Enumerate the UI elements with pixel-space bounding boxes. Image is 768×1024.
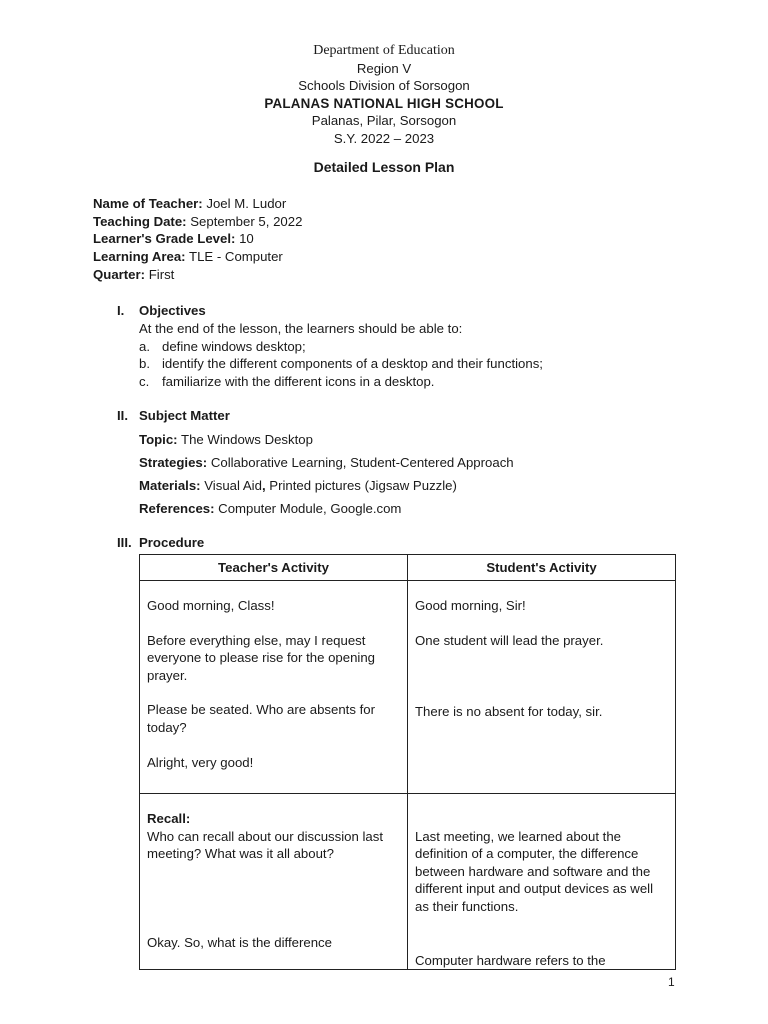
table-header-row: [140, 555, 676, 581]
info-quarter: Quarter: First: [93, 266, 175, 282]
division-line: Schools Division of Sorsogon: [298, 78, 470, 94]
table-row: [140, 794, 676, 970]
student-activity-header: Student's Activity: [408, 555, 676, 581]
info-grade: Learner's Grade Level: 10: [93, 231, 254, 247]
address-line: Palanas, Pilar, Sorsogon: [311, 113, 457, 129]
student-activity-cell: Last meeting, we learned about the definition of a computer, the difference between hardware and software and the different input and output devices as well as their functions. Computer hardware refers to the: [408, 794, 676, 970]
lesson-info: [93, 195, 302, 284]
subject-references: References: Computer Module, Google.com: [139, 501, 402, 516]
objectives-list: [139, 320, 543, 390]
table-row: [140, 581, 676, 794]
school-header: [0, 42, 768, 148]
subject-topic: Topic: The Windows Desktop: [139, 432, 313, 447]
objective-item: a. define windows desktop;: [139, 338, 306, 354]
objectives-intro: At the end of the lesson, the learners should be able to:: [139, 321, 463, 336]
info-date: Teaching Date: September 5, 2022: [93, 213, 303, 229]
department-line: Department of Education: [313, 43, 455, 58]
teacher-activity-cell: Good morning, Class! Before everything else, may I request everyone to please rise for the opening prayer. Please be seated. Who are absents for today? Alright, very good!: [140, 581, 408, 794]
lesson-plan-title: Detailed Lesson Plan: [313, 159, 455, 175]
procedure-table: [139, 554, 676, 970]
student-activity-cell: Good morning, Sir! One student will lead the prayer. There is no absent for today, sir.: [408, 581, 676, 794]
subject-materials: Materials: Visual Aid, Printed pictures (Jigsaw Puzzle): [139, 478, 457, 493]
teacher-activity-header: Teacher's Activity: [140, 555, 408, 581]
info-teacher: Name of Teacher: Joel M. Ludor: [93, 196, 287, 211]
teacher-activity-cell: Recall: Who can recall about our discussion last meeting? What was it all about? Okay. So, what is the difference: [140, 794, 408, 970]
page-number: 1: [668, 975, 675, 989]
info-area: Learning Area: TLE - Computer: [93, 249, 283, 265]
school-year-line: S.Y. 2022 – 2023: [333, 130, 435, 146]
subject-strategies: Strategies: Collaborative Learning, Student-Centered Approach: [139, 455, 514, 470]
region-line: Region V: [356, 60, 412, 76]
objective-item: b. identify the different components of a desktop and their functions;: [139, 356, 543, 371]
objective-item: c. familiarize with the different icons in a desktop.: [139, 373, 435, 389]
school-name: PALANAS NATIONAL HIGH SCHOOL: [264, 95, 504, 111]
document-page: Department of Education Region V Schools Division of Sorsogon PALANAS NATIONAL HIGH SCHOOL Palanas, Pilar, Sorsogon S.Y. 2022 – 2023 Detailed Lesson Plan Name of Teacher: Joel M. Ludor Teaching Date: September 5, 2022 Learner's Grade Level: 10 Learning Area: TLE - Computer Quarter: First I. Objectives At the end of the lesson, the learners should be able to: a. define windows desktop; b. identify the different components of a desktop and their functions; c. familiarize with the different icons in a desktop. II. Subject Matter Topic: The Windows Desktop Strategies: Collaborative Learning, Student-Centered Approach Materials: Visual Aid, Printed pictures (Jigsaw Puzzle) References: Computer Module, Google.com III. Procedure Teacher's Activity Student's Activity Good morning, Class! Before everything else, may I request everyone to please rise for the opening prayer. Please be seated. Who are absents for today? Alright, very good! Good morning, Sir! One student will lead the prayer. There is no absent for today, sir. Recall: Who can recall about our discussion last meeting? What was it all about? Okay. So, what is the difference Last meeting, we learned about the definition of a computer, the difference between hardware and software and the different input and output devices as well as their functions. Computer hardware refers to the 1: [0, 0, 768, 1024]
